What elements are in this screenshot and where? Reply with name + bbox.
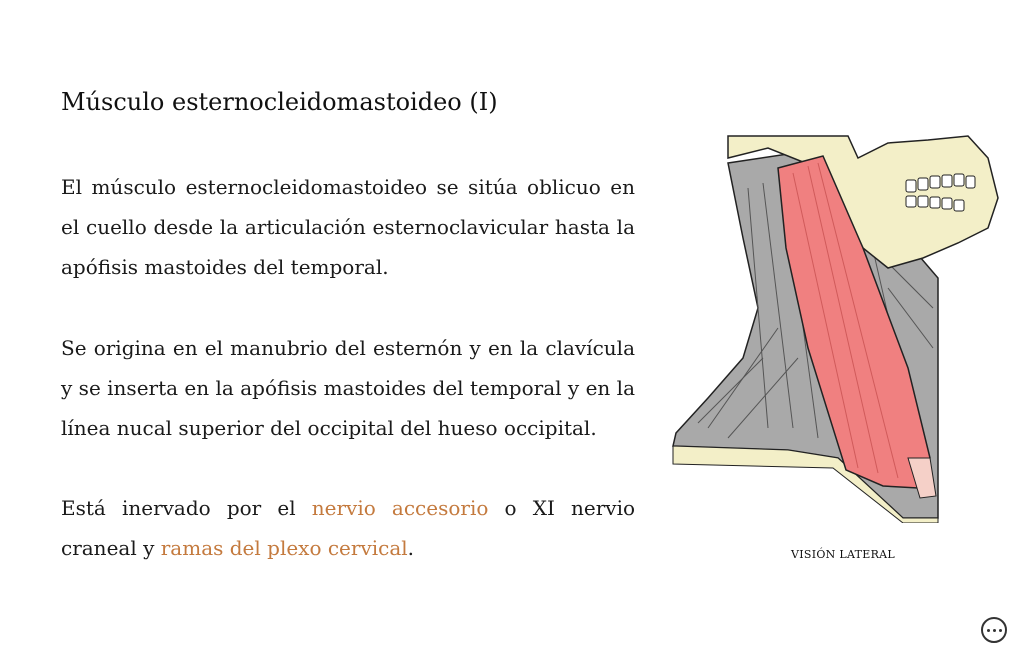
neck-anatomy-illustration (668, 128, 1000, 523)
paragraph-location: El músculo esternocleidomastoideo se sitúa oblicuo en el cuello desde la articulación esternoclavicular hasta la apófisis mastoides del temporal. (61, 175, 635, 279)
ellipsis-dot (993, 629, 996, 632)
link-nervio-accesorio[interactable]: nervio accesorio (311, 496, 489, 520)
ellipsis-circle-icon (987, 629, 990, 632)
neck-muscles-drawing (668, 128, 1000, 523)
innervation-text-3: . (407, 536, 415, 560)
figure-caption: VISIÓN LATERAL (790, 548, 896, 561)
paragraph-innervation (61, 488, 635, 568)
link-plexo-cervical[interactable]: ramas del plexo cervical (160, 536, 408, 560)
more-options-button[interactable] (981, 617, 1007, 643)
paragraph-origin-insertion: Se origina en el manubrio del esternón y en la clavícula y se inserta en la apófisis mastoides del temporal y en la línea nucal superior del occipital del hueso occipital. (61, 336, 635, 440)
innervation-text-2: o XI nervio craneal y (61, 496, 635, 560)
innervation-text-1: Está inervado por el (61, 496, 312, 520)
page-title: Músculo esternocleidomastoideo (I) (61, 88, 498, 116)
ellipsis-dot (999, 629, 1002, 632)
